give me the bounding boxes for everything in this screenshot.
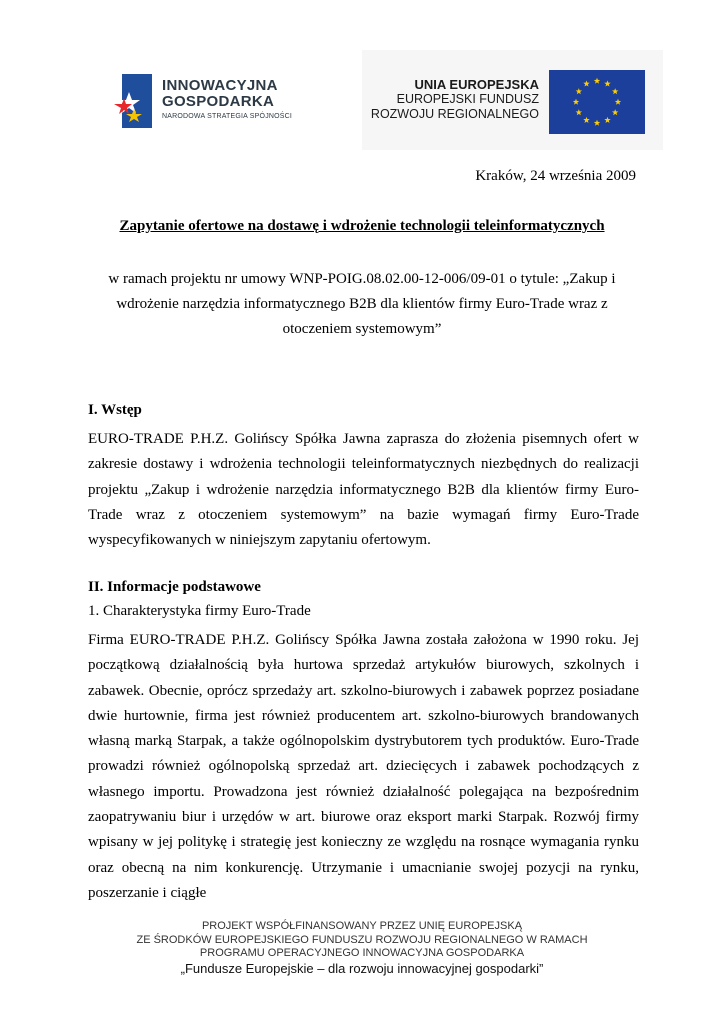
footer-slogan: „Fundusze Europejskie – dla rozwoju innowacyjnej gospodarki”: [180, 960, 544, 976]
innowacyjna-gospodarka-emblem-icon: [112, 70, 156, 132]
eu-fund-line1: UNIA EUROPEJSKA: [414, 77, 539, 92]
logo-left-line1: INNOWACYJNA: [162, 77, 278, 94]
intro-paragraph: EURO-TRADE P.H.Z. Golińscy Spółka Jawna zaprasza do złożenia pisemnych ofert w zakresie dostawy i wdrożenia technologii teleinformatycznych niezbędnych do realizacji projektu „Zakup i wdrożenie narzędzia informatycznego B2B dla klientów firmy Euro-Trade wraz z otoczeniem systemowym” na bazie wymagań firmy Euro-Trade wyspecyfikowanych w niniejszym zapytaniu ofertowym.: [88, 431, 639, 549]
company-paragraph: Firma EURO-TRADE P.H.Z. Golińscy Spółka Jawna została założona w 1990 roku. Jej początkową działalnością była hurtowa sprzedaż artykułów biurowych, szkolnych i zabawek. Obecnie, oprócz sprzedaży art. szkolno-biurowych i zabawek poprzez posiadane dwie hurtownie, firma jest również producentem art. szkolno-biurowych brandowanych własną marką Starpak, a także ogólnopolskim dystrybutorem tych produktów. Euro-Trade prowadzi również ogólnopolską sprzedaż art. dziecięcych i zabawek pochodzących z własnego importu. Prowadzona jest również działalność polegająca na bezpośrednim zaopatrywaniu biur i urzędów w art. biurowe oraz eksport marki Starpak. Rozwój firmy wpisany w jej politykę i strategię jest konieczny ze względu na rosnące wymagania rynku oraz obecną na nim konkurencję. Utrzymanie i umacnianie swojej pozycji na rynku, poszerzanie i ciągłe: [88, 632, 639, 901]
eu-fund-line2: EUROPEJSKI FUNDUSZ: [396, 92, 539, 106]
page-footer: [0, 920, 724, 977]
eu-fund-line3: ROZWOJU REGIONALNEGO: [370, 107, 539, 121]
innowacyjna-gospodarka-logo: [112, 68, 332, 138]
document-date: Kraków, 24 września 2009: [475, 168, 636, 184]
subsection-heading-company: 1. Charakterystyka firmy Euro-Trade: [88, 603, 311, 619]
eu-fund-logo: [362, 50, 663, 150]
footer-line2: ZE ŚRODKÓW EUROPEJSKIEGO FUNDUSZU ROZWOJU REGIONALNEGO W RAMACH: [136, 933, 588, 946]
section-heading-intro: I. Wstęp: [88, 402, 142, 418]
footer-line1: PROJEKT WSPÓŁFINANSOWANY PRZEZ UNIĘ EUROPEJSKĄ: [201, 920, 523, 932]
project-subtitle: w ramach projektu nr umowy WNP-POIG.08.02.00-12-006/09-01 o tytule: „Zakup i wdrożenie narzędzia informatycznego B2B dla klientów firmy Euro-Trade wraz z otoczeniem systemowym”: [108, 271, 616, 337]
logo-left-line2: GOSPODARKA: [162, 93, 275, 110]
document-title: Zapytanie ofertowe na dostawę i wdrożenie technologii teleinformatycznych: [119, 218, 605, 234]
eu-flag-icon: [549, 70, 645, 134]
eu-fund-text: [371, 77, 539, 122]
logo-left-subtitle: NARODOWA STRATEGIA SPÓJNOŚCI: [162, 113, 293, 120]
footer-line3: PROGRAMU OPERACYJNEGO INNOWACYJNA GOSPODARKA: [199, 947, 525, 959]
section-heading-basic-info: II. Informacje podstawowe: [88, 579, 261, 595]
